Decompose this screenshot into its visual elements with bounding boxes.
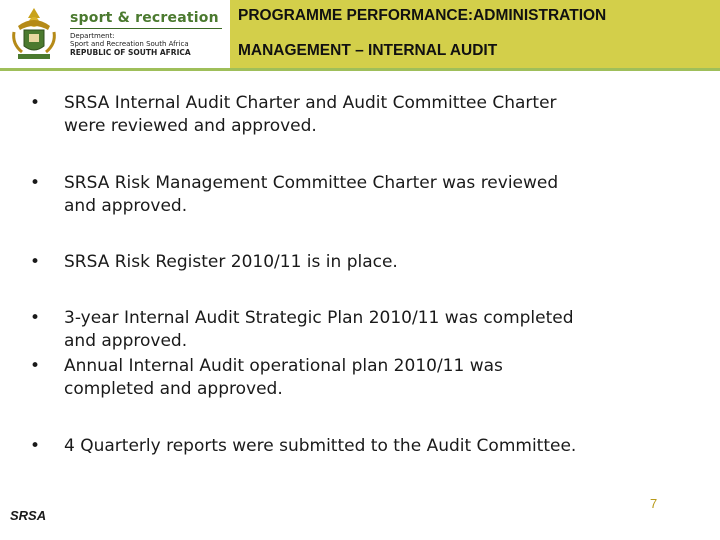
bullet-text: SRSA Risk Management Committee Charter was reviewed <box>64 173 559 193</box>
bullet-text-continued: and approved. <box>64 196 188 216</box>
bullet-icon: • <box>30 308 41 328</box>
bullet-text: Annual Internal Audit operational plan 2010/11 was <box>64 356 503 376</box>
bullet-item <box>30 251 710 274</box>
bullet-icon: • <box>30 173 41 193</box>
department-label: Department: <box>70 32 115 40</box>
bullet-icon: • <box>30 436 41 456</box>
department-name: Sport and Recreation South Africa <box>70 40 189 48</box>
slide-title-line-2: MANAGEMENT – INTERNAL AUDIT <box>238 42 498 59</box>
title-banner <box>230 0 720 68</box>
bullet-text: 3-year Internal Audit Strategic Plan 2010/11 was completed <box>64 308 574 328</box>
slide-title-line-1: PROGRAMME PERFORMANCE:ADMINISTRATION <box>238 7 607 24</box>
bullet-text: SRSA Internal Audit Charter and Audit Committee Charter <box>64 93 557 113</box>
bullet-text: SRSA Risk Register 2010/11 is in place. <box>64 252 398 272</box>
bullet-icon: • <box>30 252 41 272</box>
bullet-text-continued: and approved. <box>64 331 188 351</box>
page-number: 7 <box>650 496 658 511</box>
bullet-icon: • <box>30 93 41 113</box>
slide-header <box>0 0 720 70</box>
bullet-item <box>30 307 710 353</box>
bullet-item <box>30 355 710 401</box>
brand-name: sport & recreation <box>70 10 219 26</box>
bullet-item <box>30 172 710 218</box>
bullet-text-continued: completed and approved. <box>64 379 283 399</box>
header-divider <box>0 68 720 71</box>
department-logo <box>0 0 230 68</box>
bullet-item <box>30 435 710 458</box>
bullet-list <box>30 92 710 458</box>
country-name: REPUBLIC OF SOUTH AFRICA <box>70 48 191 57</box>
bullet-item <box>30 92 710 138</box>
footer-organization: SRSA <box>10 508 47 523</box>
brand-divider <box>70 28 222 29</box>
bullet-text: 4 Quarterly reports were submitted to the Audit Committee. <box>64 436 577 456</box>
bullet-icon: • <box>30 356 41 376</box>
coat-of-arms-icon <box>4 4 64 64</box>
bullet-text-continued: were reviewed and approved. <box>64 116 317 136</box>
